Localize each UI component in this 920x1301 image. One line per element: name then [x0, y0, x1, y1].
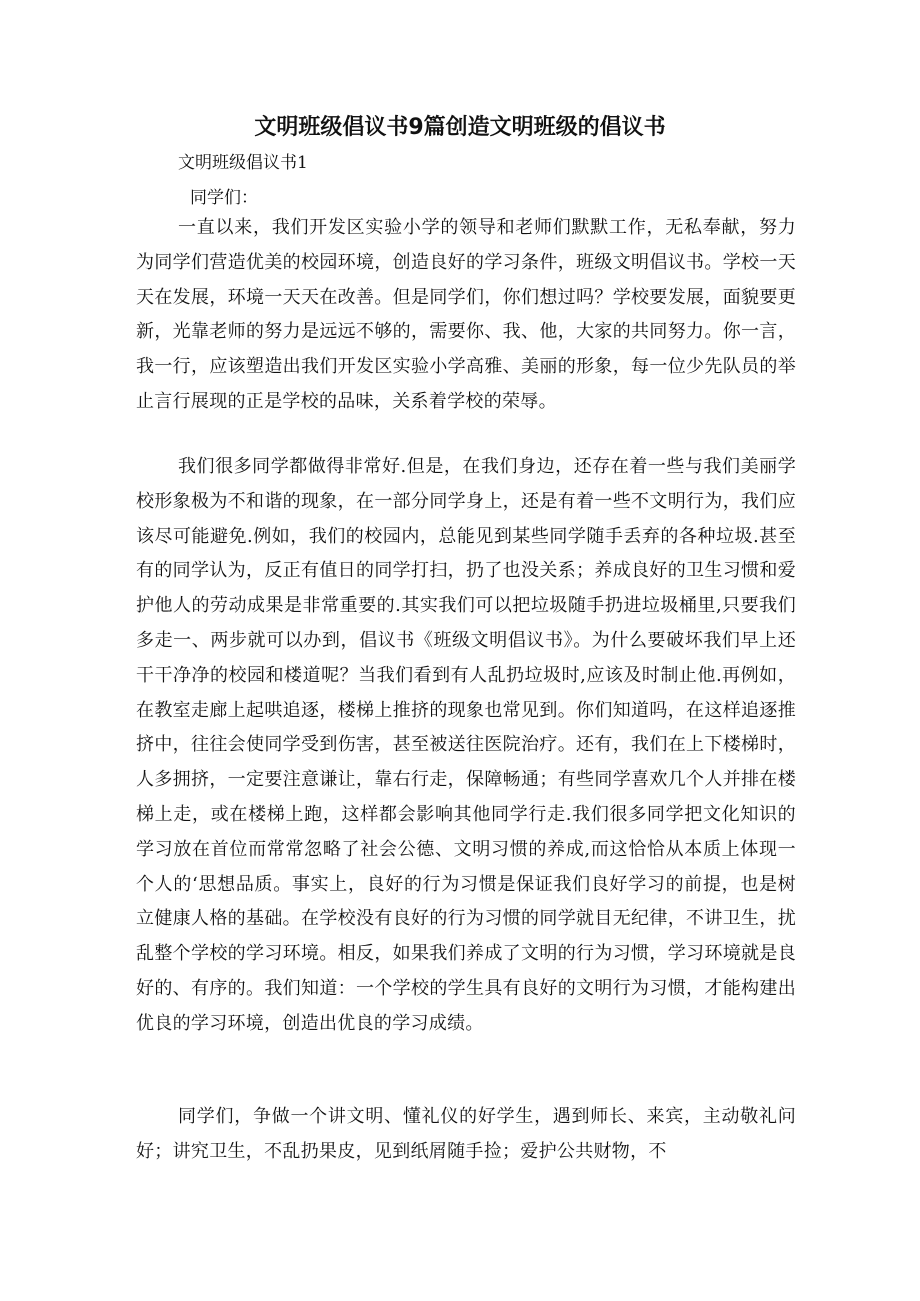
paragraph-2: 我们很多同学都做得非常好.但是，在我们身边，还存在着一些与我们美丽学校形象极为不和谐的现象，在一部分同学身上，还是有着一些不文明行为，我们应该尽可能避免.例如，我们的校园内，总能见到某些同学随手丢弃的各种垃圾.甚至有的同学认为，反正有值日的同学打扫，扔了也没关系；养成良好的卫生习惯和爱护他人的劳动成果是非常重要的.其实我们可以把垃圾随手扔进垃圾桶里,只要我们多走一、两步就可以办到，倡议书《班级文明倡议书》。为什么要破坏我们早上还干干净净的校园和楼道呢？当我们看到有人乱扔垃圾时,应该及时制止他.再例如，在教室走廊上起哄追逐，楼梯上推挤的现象也常见到。你们知道吗，在这样追逐推挤中，往往会使同学受到伤害，甚至被送往医院治疗。还有，我们在上下楼梯时，人多拥挤，一定要注意谦让，靠右行走，保障畅通；有些同学喜欢几个人并排在楼梯上走，或在楼梯上跑，这样都会影响其他同学行走.我们很多同学把文化知识的学习放在首位而常常忽略了社会公德、文明习惯的养成,而这恰恰从本质上体现一个人的‘思想品质。事实上，良好的行为习惯是保证我们良好学习的前提，也是树立健康人格的基础。在学校没有良好的行为习惯的同学就目无纪律，不讲卫生，扰乱整个学校的学习环境。相反，如果我们养成了文明的行为习惯，学习环境就是良好的、有序的。我们知道：一个学校的学生具有良好的文明行为习惯，才能构建出优良的学习环境，创造出优良的学习成绩。 [136, 456, 796, 1034]
document-title: 文明班级倡议书9篇创造文明班级的倡议书 [254, 115, 666, 140]
salutation: 同学们： [190, 188, 258, 208]
paragraph-1: 一直以来，我们开发区实验小学的领导和老师们默默工作，无私奉献，努力为同学们营造优美的校园环境，创造良好的学习条件，班级文明倡议书。学校一天天在发展，环境一天天在改善。但是同学们，你们想过吗？学校要发展，面貌要更新，光靠老师的努力是远远不够的，需要你、我、他，大家的共同努力。你一言，我一行，应该塑造出我们开发区实验小学高雅、美丽的形象，每一位少先队员的举止言行展现的正是学校的品味，关系着学校的荣辱。 [136, 217, 796, 412]
paragraph-3: 同学们，争做一个讲文明、懂礼仪的好学生，遇到师长、来宾，主动敬礼问好；讲究卫生，不乱扔果皮，见到纸屑随手捡；爱护公共财物，不 [136, 1106, 796, 1162]
section-heading: 文明班级倡议书1 [178, 153, 308, 173]
